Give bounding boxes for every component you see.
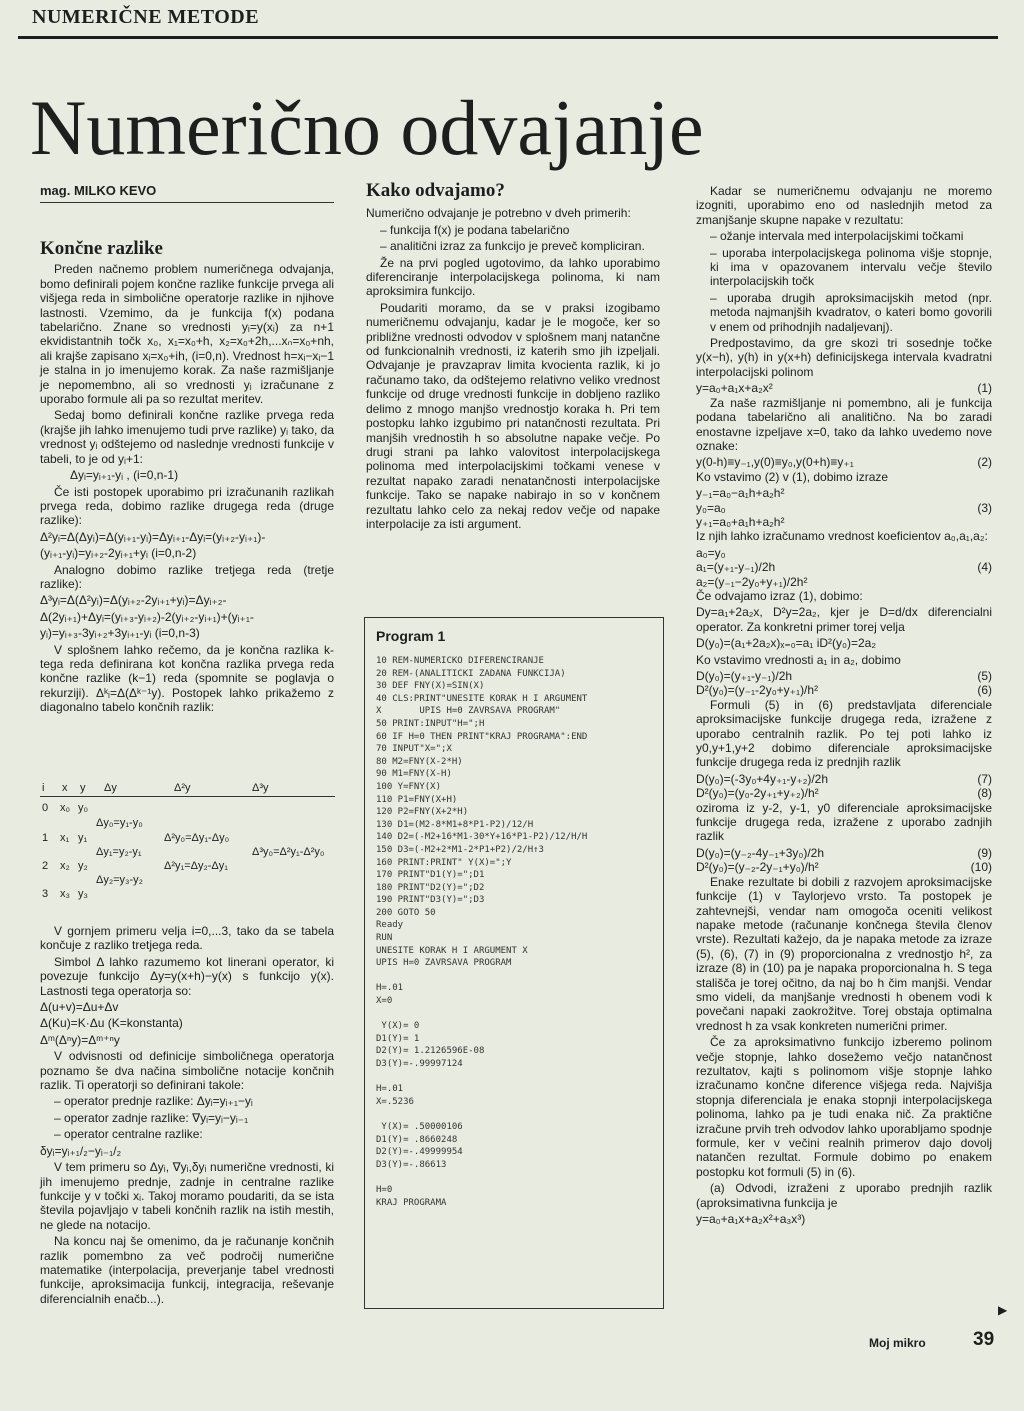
table-cell: y₃ [78,888,88,900]
table-header: Δ³y [252,782,269,794]
table-cell: x₁ [60,832,70,844]
paragraph: Že na prvi pogled ugotovimo, da lahko uporabimo diferenciranje interpolacijskega polinoma, ki nam aproksimira funkcijo. [366,255,660,299]
equation: D(y₀)=(-3y₀+4y₊₁-y₊₂)/2h [696,771,829,786]
paragraph: Predpostavimo, da gre skozi tri sosednje točke y(x−h), y(h) in y(x+h) definicijskega intervala kvadratni interpolacijski polinom [696,336,992,379]
equation: a₀=y₀ [696,545,726,560]
code-line: RUN [376,933,393,944]
code-line: D3(Y)=-.99997124 [376,1059,463,1069]
code-line [376,1071,656,1084]
equation-number: (5) [977,669,992,683]
list-item: – uporaba interpolacijskega polinoma višje stopnje, ki ima v opazovanem intervalu večje število interpolacijskih točk [710,245,992,289]
table-cell: Δy₀=y₁-y₀ [96,817,143,829]
code-line: 60 IF H=0 THEN PRINT"KRAJ PROGRAMA":END [376,731,588,742]
code-line: 10 REM-NUMERICKO DIFERENCIRANJE [376,656,544,666]
equation-row [696,486,992,500]
code-line: 160 PRINT:PRINT" Y(X)=";Y [376,857,512,868]
equation: Δ(u+v)=Δu+Δv [40,1000,119,1015]
table-cell: 0 [42,802,49,814]
paragraph: (a) Odvodi, izraženi z uporabo prednjih razlik (aproksimativna funkcija je [696,1181,992,1210]
heading-kako-odvajamo: Kako odvajamo? [366,180,505,201]
equation: D(y₀)=(y₊₁-y₋₁)/2h [696,669,793,683]
equation: δyᵢ=yᵢ₊₁/₂−yᵢ₋₁/₂ [40,1143,122,1158]
code-line: Y(X)= 0 [376,1021,420,1032]
table-cell: y₂ [78,860,88,872]
equation: a₁=(y₊₁-y₋₁)/2h [696,560,776,575]
code-line: 40 CLS:PRINT"UNESITE KORAK H I ARGUMENT [376,693,588,704]
page-number: 39 [973,1329,995,1350]
equation: Δyᵢ=yᵢ₊₁-yᵢ , (i=0,n-1) [70,468,179,483]
paragraph: Preden načnemo problem numeričnega odvajanja, bomo definirali pojem končne razlike funkcije prvega ali višjega reda in simbolične operatorje razlike in njihove lastnosti. Vzemimo, da je funkcija f(x) podana tabelarično. Znane so vrednosti yᵢ=y(xᵢ) za n+1 ekvidistantnih točk x₀, x₁=x₀+h, x₂=x₀+2h,...xₙ=x₀+nh, ali krajše zapisano xᵢ=x₀+ih, (i=0,n). Vrednost h=xᵢ−xᵢ−1 je stalna in jo imenujemo korak. Za naše razmišljanje je nepomembno, ali so vrednosti yᵢ izračunane z uporabo formule ali pa so rezultat meritev. [40,262,334,407]
table-cell: x₃ [60,888,70,900]
list-item: – operator prednje razlike: Δyᵢ=yᵢ₊₁−yᵢ [54,1094,253,1109]
code-line: UNESITE KORAK H I ARGUMENT X [376,945,528,956]
code-line [376,1171,656,1184]
code-line: H=.01 [376,983,404,994]
paragraph: Kadar se numeričnemu odvajanju ne moremo izogniti, uporabimo eno od naslednjih metod za zmanjšanje skupne napake v rezultatu: [696,184,992,227]
code-line: KRAJ PROGRAMA [376,1197,447,1208]
code-line: H=.01 [376,1084,404,1095]
paragraph: Na koncu naj še omenimo, da je računanje končnih razlik pomembno za več področij numerične matematike (interpolacija, preverjanje tabel vrednosti funkcije, aproksimacija funkcij, integracija, reševanje diferencialnih enačb...). [40,1234,334,1306]
continue-arrow-icon: ▶ [998,1303,1008,1317]
equation-number: (2) [977,455,992,470]
code-line: 130 D1=(M2-8*M1+8*P1-P2)/12/H [376,819,534,830]
table-header: i [42,782,45,794]
code-line: 140 D2=(-M2+16*M1-30*Y+16*P1-P2)/12/H/H [376,832,588,843]
equation-number: (1) [977,381,992,396]
table-cell: 2 [42,860,49,872]
equation-row [696,560,992,574]
paragraph: V gornjem primeru velja i=0,...3, tako da se tabela končuje z razliko tretjega reda. [40,924,334,953]
equation-row [696,546,992,560]
table-cell: Δ²y₁=Δy₂-Δy₁ [164,860,228,872]
equation: D(y₀)=(y₋₂-4y₋₁+3y₀)/2h [696,845,825,860]
code-line: 150 D3=(-M2+2*M1-2*P1+P2)/2/H↑3 [376,844,544,855]
code-line: 50 PRINT:INPUT"H=";H [376,718,485,729]
code-line: 20 REM-(ANALITICKI ZADANA FUNKCIJA) [376,668,566,679]
code-line: Ready [376,920,404,931]
program-title: Program 1 [376,628,446,644]
equation: y(0-h)≡y₋₁,y(0)≡y₀,y(0+h)≡y₊₁ [696,455,854,470]
equation: yᵢ)=yᵢ₊₃-3yᵢ₊₂+3yᵢ₊₁-yᵢ (i=0,n-3) [40,626,200,641]
equation-row [696,860,992,874]
heading-koncne-razlike: Končne razlike [40,238,163,259]
list-item: – operator centralne razlike: [54,1127,203,1142]
code-line: D2(Y)=-.49999954 [376,1147,463,1158]
equation: (yᵢ₊₁-yᵢ)=yᵢ₊₂-2yᵢ₊₁+yᵢ (i=0,n-2) [40,546,197,561]
code-line: D2(Y)= 1.2126596E-08 [376,1046,485,1057]
table-header: y [80,782,86,794]
equation: Δ(2yᵢ₊₁)+Δyᵢ=(yᵢ₊₃-yᵢ₊₂)-2(yᵢ₊₂-yᵢ₊₁)+(yᵢ₊₁- [40,609,254,624]
table-cell: Δ²y₀=Δy₁-Δy₀ [164,832,230,844]
paragraph: Poudariti moramo, da se v praksi izogibamo numeričnemu odvajanju, kadar je le mogoče, ker so približne vrednosti odvodov v splošnem manj natančne od funkcionalnih vrednosti, iz katerih smo jih izpeljali. Odvajanje je pravzaprav limita kvocienta razlik, ki jo računamo tako, da odštejemo relativno veliko vrednost funkcije od druge vrednosti funkcije in dobljeno razliko delimo z mnogo manjšo vrednostjo koraka h. Pri tem postopku lahko izgubimo pri natančnosti rezultata. Pri manjših vrednostih h so absolutne napake večje. Po drugi strani pa lahko valovitost interpolacijskega polinoma med interpolacijskimi točkami venese v rezultat napako zaradi nenatančnosti interpolacijske funkcije. Tako se napake nabirajo in so v končnem rezultatu lahko celo za nekaj redov večje od napake interpolacije za isti argument. [366,300,660,531]
paragraph: V splošnem lahko rečemo, da je končna razlika k-tega reda definirana kot končna razlika prvega reda končne razlike (k−1) reda (spomnite se poglavja o rekurziji). Δᵏᵢ=Δ(Δᵏ⁻¹y). Postopek lahko prikažemo z diagonalno tabelo končnih razlik: [40,642,334,715]
code-line: 80 M2=FNY(X-2*H) [376,756,463,767]
list-item: – funkcija f(x) je podana tabelarično [380,222,570,237]
equation: D²(y₀)=(y₋₂-2y₋₁+y₀)/h² [696,860,819,875]
paragraph: Če odvajamo izraz (1), dobimo: [696,588,863,603]
list-item: – uporaba drugih aproksimacijskih metod (npr. metoda najmanjših kvadratov, o kateri bomo govorili v enem od prihodnjih nadaljevanj). [710,290,992,334]
code-line: D3(Y)=-.86613 [376,1159,447,1170]
paragraph: Formuli (5) in (6) predstavljata diferenciale aproksimacijske funkcije drugega reda, izražene z uporabo centralnih razlik. Po tej poti lahko iz y0,y+1,y+2 dobimo diferenciale aproksimacijske funkcije drugega reda iz prednjih razlik [696,697,992,770]
column-3 [696,184,992,1228]
paragraph: Ko vstavimo (2) v (1), dobimo izraze [696,469,889,484]
table-header: x [62,782,68,794]
equation-number: (3) [977,500,992,515]
section-label: NUMERIČNE METODE [32,6,260,28]
table-cell: x₀ [60,802,71,814]
equation-number: (7) [977,771,992,786]
code-line: 110 P1=FNY(X+H) [376,794,458,805]
equation-row [696,455,992,469]
code-line: Y(X)= .50000106 [376,1121,463,1132]
table-cell: Δ³y₀=Δ²y₁-Δ²y₀ [252,846,325,858]
equation-row [696,515,992,529]
equation: Δ³yᵢ=Δ(Δ²yᵢ)=Δ(yᵢ₊₂-2yᵢ₊₁+yᵢ)=Δyᵢ₊₂- [40,593,227,608]
code-line: 200 GOTO 50 [376,907,436,918]
equation-row [696,786,992,800]
paragraph: Ko vstavimo vrednosti a₁ in a₂, dobimo [696,652,901,667]
table-cell: y₀ [78,802,89,814]
table-cell: x₂ [60,860,70,872]
table-cell: Δy₁=y₂-y₁ [96,846,142,858]
paragraph: oziroma iz y-2, y-1, y0 diferenciale aproksimacijske funkcije drugega reda, izražene z uporabo zadnjih razlik [696,800,992,844]
code-line: 30 DEF FNY(X)=SIN(X) [376,681,485,692]
paragraph: V odvisnosti od definicije simboličnega operatorja poznamo še dva načina simbolične notacije končnih razlik. Ti operatorji so definirani takole: [40,1049,334,1093]
equation: Δ²yᵢ=Δ(Δyᵢ)=Δ(yᵢ₊₁-yᵢ)=Δyᵢ₊₁-Δyᵢ=(yᵢ₊₂-yᵢ₊₁)- [40,529,266,544]
code-line: 100 Y=FNY(X) [376,781,442,792]
code-line: UPIS H=0 ZAVRSAVA PROGRAM [376,958,512,969]
paragraph: Dy=a₁+2a₂x, D²y=2a₂, kjer je D=d/dx diferencialni operator. Za konkretni primer torej velja [696,605,992,634]
code-line: X=0 [376,996,393,1007]
paragraph: Če isti postopek uporabimo pri izračunanih razlikah prvega reda, dobimo razlike drugega reda (druge razlike): [40,484,334,528]
list-item: – analitični izraz za funkcijo je preveč kompliciran. [380,239,645,254]
table-cell: 3 [42,888,49,900]
column-1 [40,238,335,717]
equation: D(y₀)=(a₁+2a₂x)ₓ₌₀=a₁ iD²(y₀)=2a₂ [696,636,877,651]
equation-row [696,575,992,589]
column-2 [366,180,660,533]
equation: D²(y₀)=(y₋₁-2y₀+y₊₁)/h² [696,683,819,698]
equation: y=a₀+a₁x+a₂x² [696,381,773,396]
code-line: 170 PRINT"D1(Y)=";D1 [376,870,485,881]
table-cell: 1 [42,832,49,844]
column-1-continued [40,924,334,1308]
code-line: 70 INPUT"X=";X [376,744,452,755]
equation-row [696,846,992,860]
paragraph: Enake rezultate bi dobili z razvojem aproksimacijske funkcije (1) v Taylorjevo vrsto. Ta postopek je zahtevnejši, vendar nam omogoča oceniti velikost napake metode (računanje končnega števila členov vrste). Rezultati kažejo, da je napaka metode za izraze (5), (6), (7) in (9) proporcionalna z vrednostjo h², za izraze (8) in (10) pa je napaka proporcionalna h. S tega stališča je torej očitno, da naj bo h čim manjši. Vendar smo videli, da manjšanje vrednosti h obenem vodi k povečani napaki zaokrožitve. Torej obstaja optimalna vrednost h za vsak konkreten numerični primer. [696,874,992,1033]
equation-row [696,381,992,395]
table-header: Δ²y [174,782,191,794]
code-line: 190 PRINT"D3(Y)=";D3 [376,895,485,906]
code-line [376,1108,656,1121]
author: mag. MILKO KEVO [40,183,157,198]
equation: Δᵐ(Δⁿy)=Δᵐ⁺ⁿy [40,1032,120,1047]
equation: y₊₁=a₀+a₁h+a₂h² [696,514,785,529]
table-header: Δy [104,782,117,794]
equation-number: (10) [970,860,992,875]
paragraph: Simbol Δ lahko razumemo kot linerani operator, ki povezuje funkcijo Δy=y(x+h)−y(x) s funkcijo y(x). Lastnosti tega operatorja so: [40,954,334,998]
equation-row [696,501,992,515]
table-cell: y₁ [78,832,88,844]
equation: y₀=a₀ [696,500,726,515]
difference-table [40,782,335,907]
code-line: X UPIS H=0 ZAVRSAVA PROGRAM" [376,706,561,717]
equation-number: (4) [977,560,992,575]
code-line: D1(Y)= .8660248 [376,1134,458,1145]
paragraph: Za naše razmišljanje ni pomembno, ali je funkcija podana tabelarično ali analitično. Na bo zaradi enostavne izpeljave x=0, tako da lahko uvedemo nove oznake: [696,395,992,453]
table-rule [40,796,335,797]
code-line: 120 P2=FNY(X+2*H) [376,807,469,818]
equation: a₂=(y₋₁−2y₀+y₊₁)/2h² [696,574,808,589]
equation-number: (8) [977,786,992,801]
equation-row [696,669,992,683]
code-line [376,1008,656,1021]
code-line: H=0 [376,1184,393,1195]
paragraph: Numerično odvajanje je potrebno v dveh primerih: [366,206,631,221]
program-code [376,655,656,1209]
paragraph: Če za aproksimativno funkcijo izberemo polinom večje stopnje, lahko dosežemo večjo natančnost rezultatov, kajti s polinomom višje stopnje lahko izračunamo končne diference višjega reda. Najvišja stopnja diferenciala je enaka stopnji interpolacijskega polinoma, lahko pa je tudi enaka nič. Za praktične izračune prvih treh odvodov lahko uporabljamo spodnje formule, ker v večini realnih primerov dajo dovolj natančen rezultat. Formule dobimo po enakem postopku kot formuli (5) in (6). [696,1035,992,1179]
equation-number: (9) [977,845,992,860]
paragraph: Analogno dobimo razlike tretjega reda (tretje razlike): [40,562,334,591]
equation: y=a₀+a₁x+a₂x²+a₃x³) [696,1212,806,1227]
paragraph: Sedaj bomo definirali končne razlike prvega reda (krajše jih lahko imenujemo tudi prve razlike) yᵢ tako, da vrednost yᵢ odštejemo od naslednje vrednosti funkcije v tabeli, to je od yᵢ+1: [40,408,335,466]
magazine-name: Moj mikro [869,1336,926,1350]
code-line: X=.5236 [376,1096,414,1107]
equation: Δ(Ku)=K·Δu (K=konstanta) [40,1016,183,1031]
equation-number: (6) [977,683,992,698]
paragraph: Iz njih lahko izračunamo vrednost koeficientov a₀,a₁,a₂: [696,529,988,544]
equation: y₋₁=a₀−a₁h+a₂h² [696,486,785,501]
code-line: 90 M1=FNY(X-H) [376,769,452,780]
code-line: D1(Y)= 1 [376,1033,420,1044]
article-title: Numerično odvajanje [30,84,704,171]
list-item: – ožanje intervala med interpolacijskimi točkami [710,229,964,244]
equation-row [696,683,992,697]
code-line [376,970,656,983]
code-line: 180 PRINT"D2(Y)=";D2 [376,882,485,893]
equation-row [696,772,992,786]
paragraph: V tem primeru so Δyᵢ, ∇yᵢ,δyᵢ numerične vrednosti, ki jih imenujemo prednje, zadnje in centralne razlike funkcije y v točki xᵢ. Takoj moramo poudariti, da se ista števila pojavljajo v tabeli končnih razlik na istih mestih, ne glede na notacijo. [40,1160,334,1232]
list-item: – operator zadnje razlike: ∇yᵢ=yᵢ−yᵢ₋₁ [54,1110,249,1125]
equation: D²(y₀)=(y₀-2y₊₁+y₊₂)/h² [696,786,819,801]
author-rule [40,202,334,203]
table-cell: Δy₂=y₃-y₂ [96,874,143,886]
